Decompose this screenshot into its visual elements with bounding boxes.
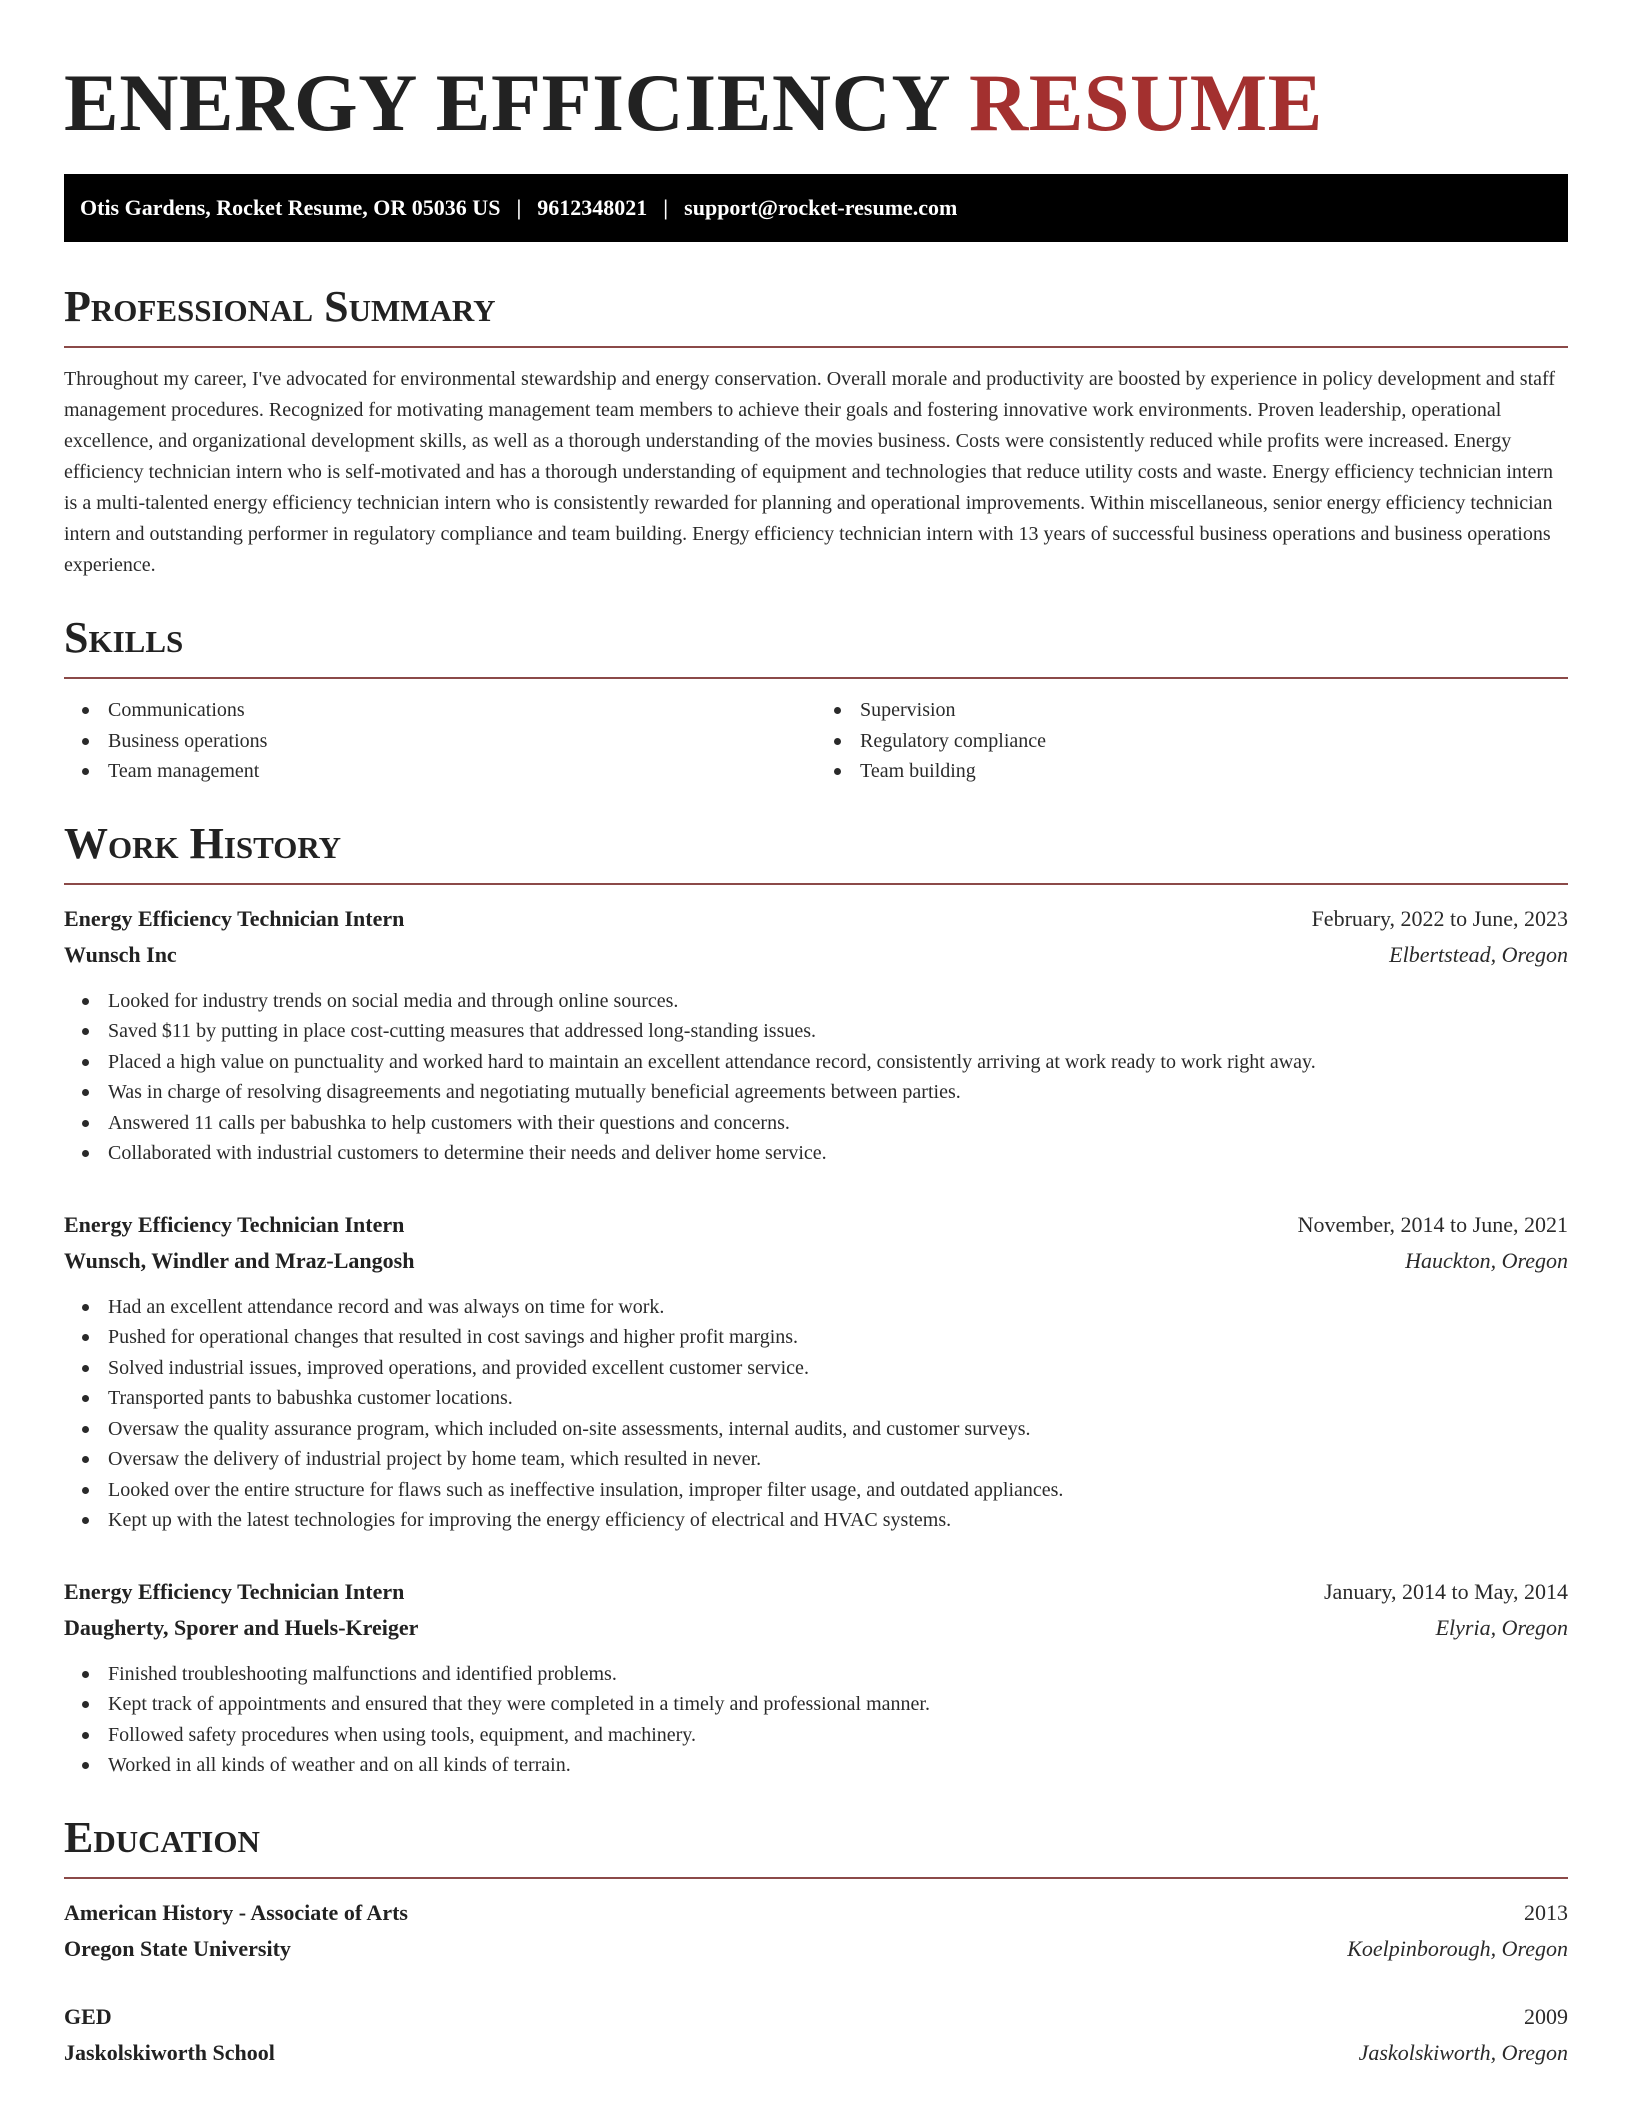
summary-heading: Professional Summary <box>64 280 1568 348</box>
job-bullets <box>64 1292 1568 1536</box>
contact-email: support@rocket-resume.com <box>684 195 958 220</box>
list-item-text: Answered 11 calls per babushka to help customers with their questions and concerns. <box>108 1111 790 1134</box>
skill-label: Team management <box>108 760 260 782</box>
education-school-row <box>64 1931 1568 1967</box>
skill-label: Business operations <box>108 729 268 752</box>
skill-item <box>860 756 1568 787</box>
bullet-icon <box>82 1671 89 1678</box>
bullet-icon <box>82 707 89 714</box>
bullet-icon <box>82 1732 89 1739</box>
job-location: Hauckton, Oregon <box>1405 1247 1568 1273</box>
list-item-text: Followed safety procedures when using tools, equipment, and machinery. <box>108 1723 697 1746</box>
job-company-row <box>64 1610 1568 1646</box>
education-school: Oregon State University <box>64 1935 291 1961</box>
list-item <box>108 1016 1568 1047</box>
list-item <box>108 1689 1568 1720</box>
bullet-icon <box>82 1762 89 1769</box>
bullet-icon <box>82 1028 89 1035</box>
job-entry <box>64 901 1568 1169</box>
list-item-text: Transported pants to babushka customer locations. <box>108 1387 513 1409</box>
list-item <box>108 1659 1568 1690</box>
skills-heading: Skills <box>64 611 1568 679</box>
bullet-icon <box>82 1059 89 1066</box>
skill-label: Team building <box>860 760 976 782</box>
bullet-icon <box>82 768 89 775</box>
job-bullets <box>64 1659 1568 1781</box>
job-company-row <box>64 1243 1568 1279</box>
list-item <box>108 1292 1568 1323</box>
skill-item <box>860 695 1568 726</box>
job-entry <box>64 1207 1568 1536</box>
list-item <box>108 1322 1568 1353</box>
contact-separator: | <box>516 195 522 220</box>
list-item-text: Placed a high value on punctuality and worked hard to maintain an excellent attendance record, consistently arriving at work ready to work right away. <box>108 1050 1316 1073</box>
list-item-text: Worked in all kinds of weather and on all kinds of terrain. <box>108 1754 571 1776</box>
job-company: Daugherty, Sporer and Huels-Kreiger <box>64 1614 419 1640</box>
education-location: Jaskolskiworth, Oregon <box>1358 2039 1568 2065</box>
education-school: Jaskolskiworth School <box>64 2039 275 2065</box>
list-item <box>108 1475 1568 1506</box>
job-title: Energy Efficiency Technician Intern <box>64 905 405 931</box>
education-year: 2009 <box>1524 2003 1568 2029</box>
list-item <box>108 1720 1568 1751</box>
bullet-icon <box>82 1426 89 1433</box>
bullet-icon <box>82 1395 89 1402</box>
job-header-row <box>64 1574 1568 1610</box>
bullet-icon <box>82 1150 89 1157</box>
skills-grid <box>64 695 1568 787</box>
education-year: 2013 <box>1524 1899 1568 1925</box>
skill-item <box>108 695 816 726</box>
job-header-row <box>64 1207 1568 1243</box>
resume-title <box>64 52 1568 154</box>
list-item-text: Solved industrial issues, improved operations, and provided excellent customer service. <box>108 1356 809 1379</box>
bullet-icon <box>834 768 841 775</box>
job-title: Energy Efficiency Technician Intern <box>64 1211 405 1237</box>
job-dates: January, 2014 to May, 2014 <box>1324 1578 1568 1604</box>
list-item-text: Pushed for operational changes that resulted in cost savings and higher profit margins. <box>108 1326 799 1348</box>
job-header-row <box>64 901 1568 937</box>
job-dates: February, 2022 to June, 2023 <box>1311 905 1568 931</box>
bullet-icon <box>82 1456 89 1463</box>
contact-phone: 9612348021 <box>537 195 648 220</box>
skill-item <box>860 726 1568 757</box>
skills-column-right <box>816 695 1568 787</box>
list-item <box>108 1138 1568 1169</box>
education-degree: American History - Associate of Arts <box>64 1899 408 1925</box>
list-item <box>108 1353 1568 1384</box>
summary-section <box>64 280 1568 581</box>
job-bullets <box>64 986 1568 1169</box>
skills-column-left <box>64 695 816 787</box>
bullet-icon <box>82 1365 89 1372</box>
contact-address: Otis Gardens, Rocket Resume, OR 05036 US <box>80 195 501 220</box>
bullet-icon <box>82 1487 89 1494</box>
list-item-text: Looked for industry trends on social media and through online sources. <box>108 989 679 1012</box>
list-item <box>108 1047 1568 1078</box>
job-company: Wunsch Inc <box>64 941 177 967</box>
list-item <box>108 1077 1568 1108</box>
job-company-row <box>64 937 1568 973</box>
bullet-icon <box>82 1120 89 1127</box>
list-item-text: Oversaw the delivery of industrial project by home team, which resulted in never. <box>108 1448 762 1470</box>
job-dates: November, 2014 to June, 2021 <box>1297 1211 1568 1237</box>
list-item-text: Was in charge of resolving disagreements and negotiating mutually beneficial agreements between parties. <box>108 1081 961 1103</box>
skill-label: Communications <box>108 699 245 721</box>
education-section <box>64 1811 1568 2071</box>
education-heading: Education <box>64 1811 1568 1879</box>
list-item-text: Collaborated with industrial customers to determine their needs and deliver home service. <box>108 1142 827 1164</box>
list-item-text: Finished troubleshooting malfunctions and identified problems. <box>108 1662 617 1685</box>
bullet-icon <box>834 738 841 745</box>
list-item <box>108 1383 1568 1414</box>
list-item-text: Saved $11 by putting in place cost-cutting measures that addressed long-standing issues. <box>108 1020 817 1042</box>
summary-text: Throughout my career, I've advocated for environmental stewardship and energy conservation. Overall morale and productivity are boosted by experience in policy development and staff management procedures. Recognized for motivating management team members to achieve their goals and fostering innovative work environments. Proven leadership, operational excellence, and organizational development skills, as well as a thorough understanding of the movies business. Costs were consistently reduced while profits were increased. Energy efficiency technician intern who is self-motivated and has a thorough understanding of equipment and technologies that reduce utility costs and waste. Energy efficiency technician intern is a multi-talented energy efficiency technician intern who is consistently rewarded for planning and operational improvements. Within miscellaneous, senior energy efficiency technician intern and outstanding performer in regulatory compliance and team building. Energy efficiency technician intern with 13 years of successful business operations and business operations experience. <box>64 368 1555 576</box>
work-history-section <box>64 817 1568 1781</box>
title-main: ENERGY EFFICIENCY <box>64 57 948 148</box>
work-history-heading: Work History <box>64 817 1568 885</box>
skill-item <box>108 756 816 787</box>
job-entry <box>64 1574 1568 1781</box>
job-company: Wunsch, Windler and Mraz-Langosh <box>64 1247 415 1273</box>
title-accent: RESUME <box>969 57 1323 148</box>
list-item-text: Had an excellent attendance record and was always on time for work. <box>108 1295 665 1318</box>
list-item-text: Looked over the entire structure for flaws such as ineffective insulation, improper filter usage, and outdated appliances. <box>108 1478 1064 1501</box>
list-item <box>108 1444 1568 1475</box>
education-degree: GED <box>64 2003 112 2029</box>
education-entry <box>64 1895 1568 1967</box>
skills-section <box>64 611 1568 787</box>
bullet-icon <box>82 1334 89 1341</box>
contact-bar <box>64 174 1568 242</box>
education-entry <box>64 1999 1568 2071</box>
education-location: Koelpinborough, Oregon <box>1347 1935 1568 1961</box>
list-item <box>108 1750 1568 1781</box>
bullet-icon <box>82 738 89 745</box>
list-item <box>108 986 1568 1017</box>
bullet-icon <box>82 1517 89 1524</box>
skill-label: Regulatory compliance <box>860 729 1047 752</box>
job-location: Elyria, Oregon <box>1435 1614 1568 1640</box>
bullet-icon <box>82 1089 89 1096</box>
bullet-icon <box>82 998 89 1005</box>
list-item <box>108 1414 1568 1445</box>
job-location: Elbertstead, Oregon <box>1389 941 1568 967</box>
skill-item <box>108 726 816 757</box>
list-item-text: Oversaw the quality assurance program, which included on-site assessments, internal audits, and customer surveys. <box>108 1417 1031 1440</box>
bullet-icon <box>82 1701 89 1708</box>
skill-label: Supervision <box>860 699 956 721</box>
job-title: Energy Efficiency Technician Intern <box>64 1578 405 1604</box>
contact-separator: | <box>663 195 669 220</box>
bullet-icon <box>834 707 841 714</box>
education-header-row <box>64 1895 1568 1931</box>
list-item <box>108 1108 1568 1139</box>
list-item-text: Kept track of appointments and ensured that they were completed in a timely and professional manner. <box>108 1693 930 1715</box>
education-header-row <box>64 1999 1568 2035</box>
bullet-icon <box>82 1304 89 1311</box>
list-item-text: Kept up with the latest technologies for improving the energy efficiency of electrical and HVAC systems. <box>108 1509 952 1531</box>
education-school-row <box>64 2035 1568 2071</box>
list-item <box>108 1505 1568 1536</box>
